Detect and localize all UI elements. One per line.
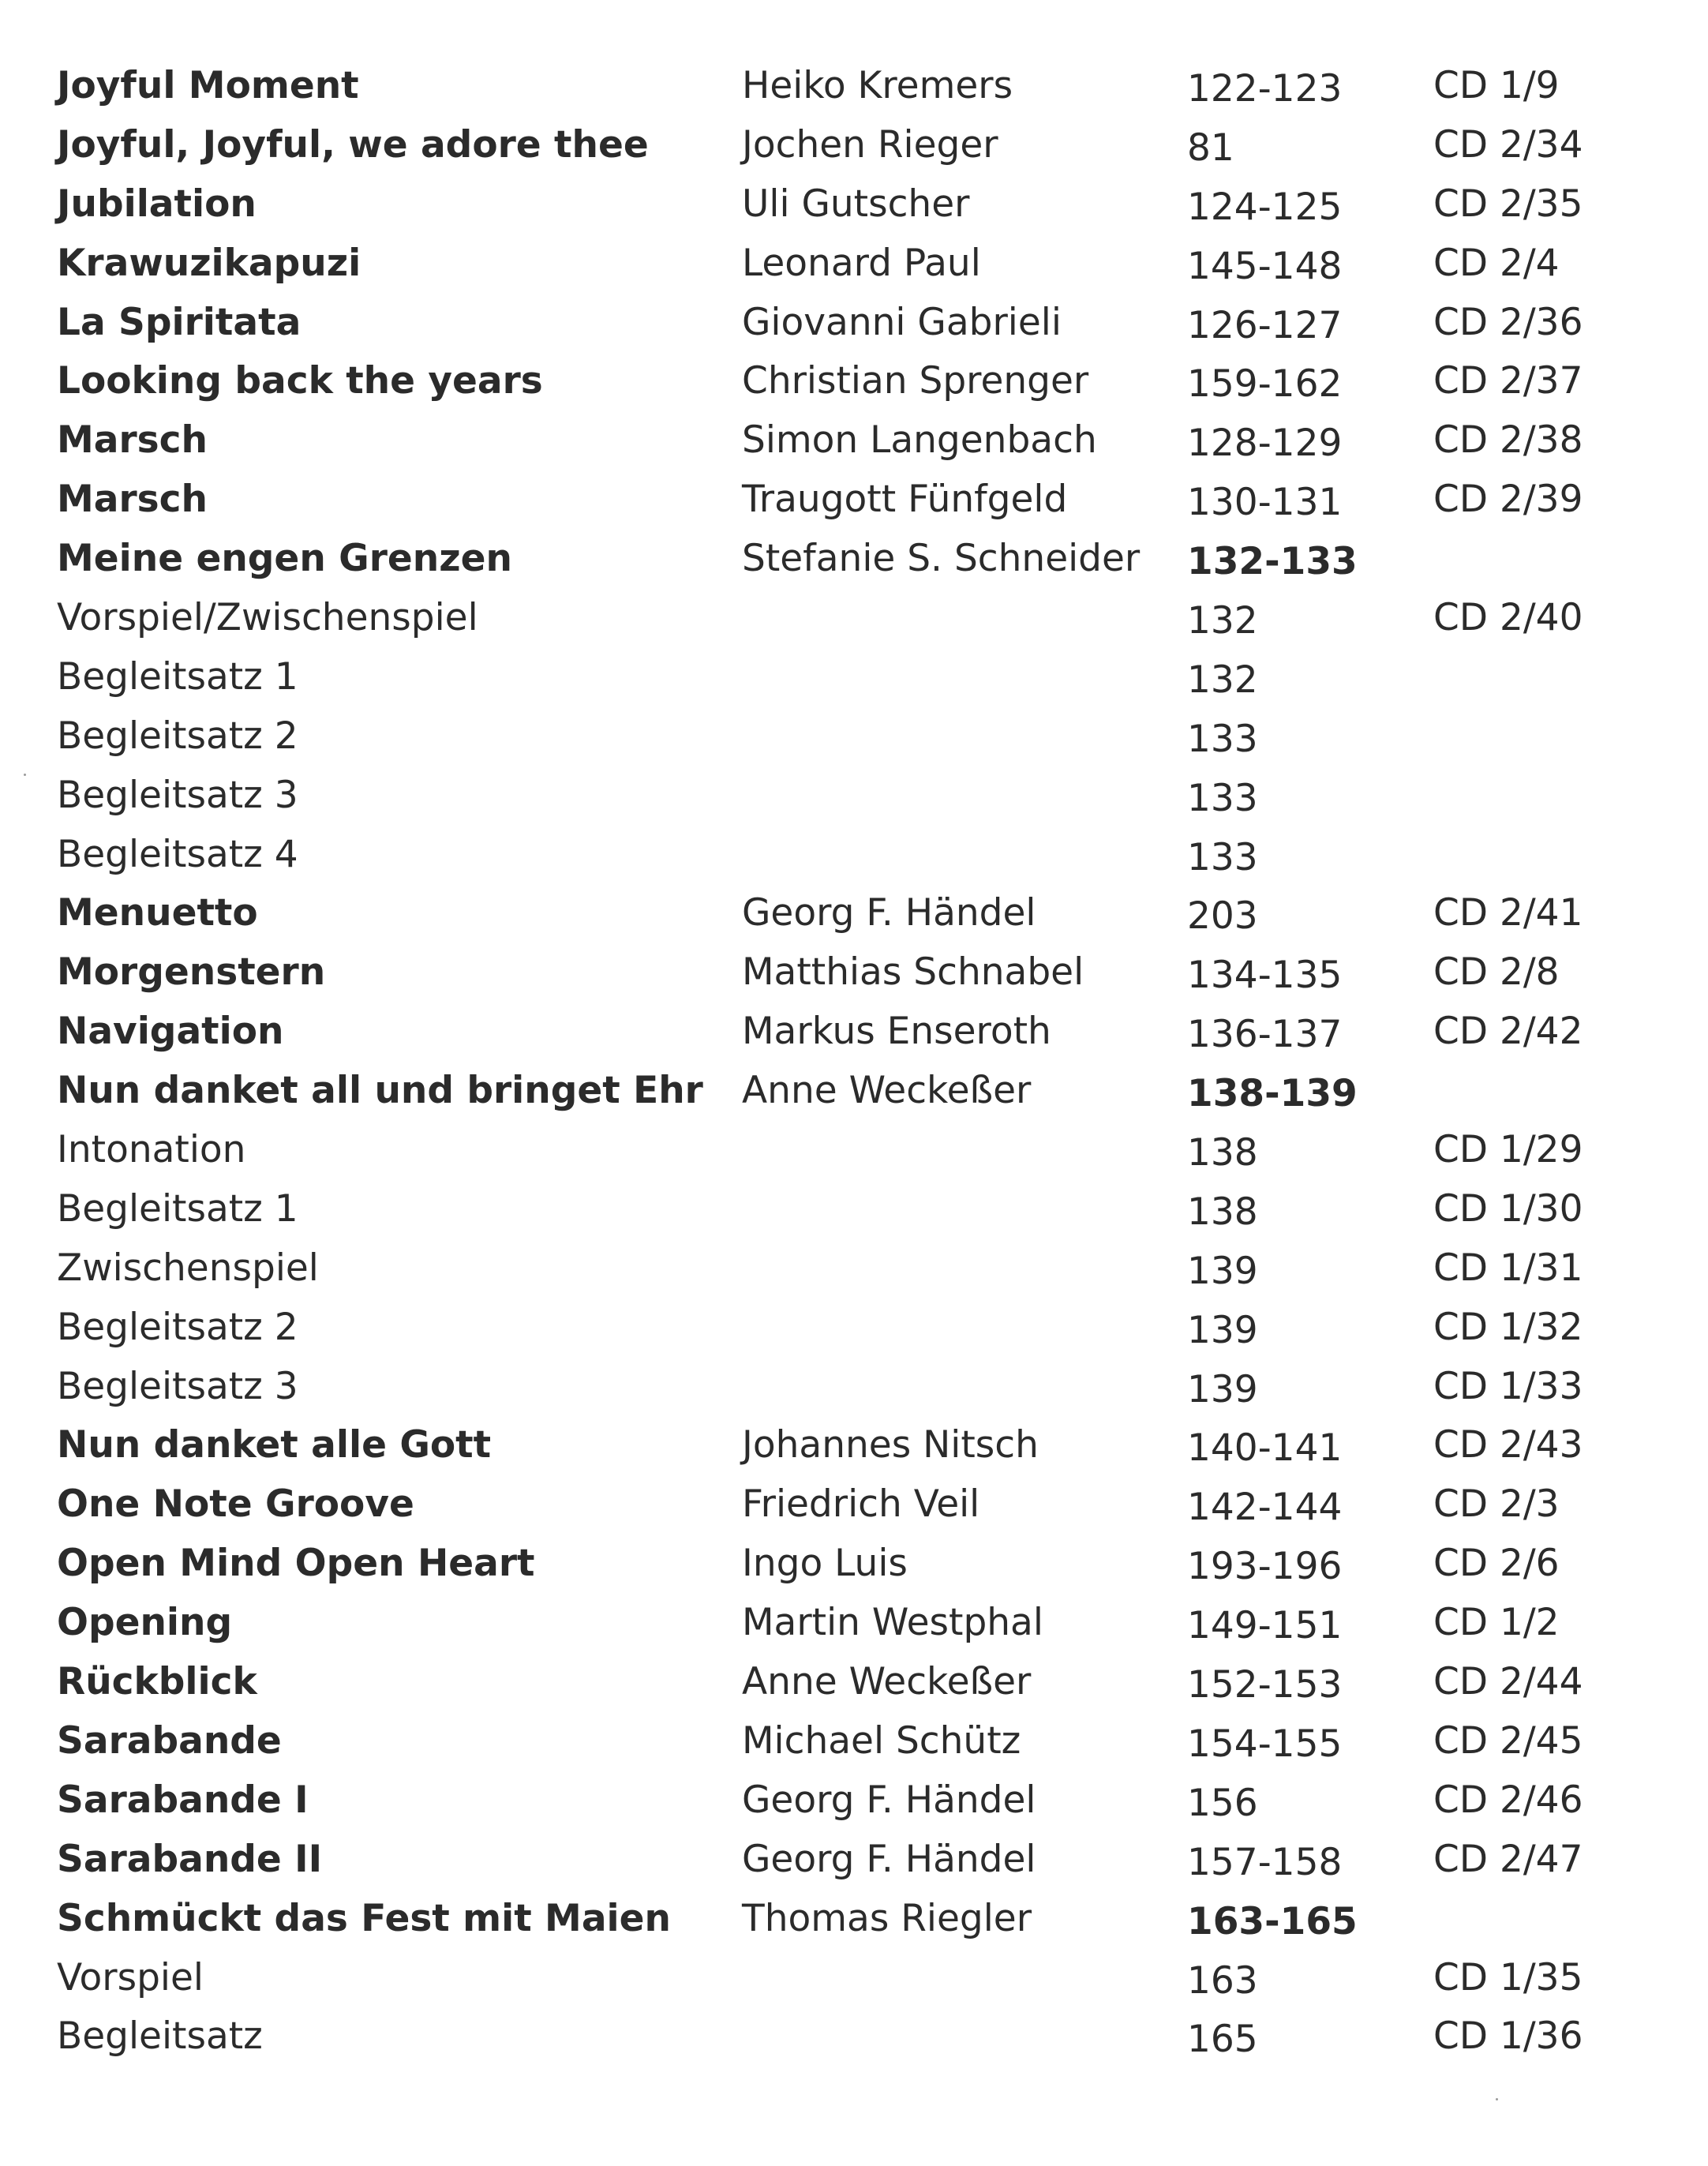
entry-cd-track: CD 1/9 [1433,64,1560,107]
entry-pages: 136-137 [1187,1013,1343,1057]
index-entry-row [57,234,1604,294]
index-subentry-row [57,766,1604,826]
entry-composer: Christian Sprenger [742,359,1089,403]
entry-title: Open Mind Open Heart [57,1542,535,1586]
entry-title: La Spiritata [57,300,302,344]
entry-pages: 133 [1187,776,1258,820]
entry-pages: 124-125 [1187,185,1343,229]
entry-title: Begleitsatz 3 [57,1364,298,1408]
entry-title: Menuetto [57,891,258,935]
entry-composer: Anne Weckeßer [742,1660,1032,1704]
index-subentry-row [57,1239,1604,1298]
entry-cd-track: CD 2/37 [1433,359,1583,403]
entry-pages: 132 [1187,658,1258,702]
index-entry-row [57,1535,1604,1594]
entry-title: Looking back the years [57,359,543,403]
entry-pages: 159-162 [1187,362,1343,407]
entry-pages: 142-144 [1187,1486,1343,1530]
index-subentry-row [57,1298,1604,1358]
index-entry-row [57,1416,1604,1475]
index-entry-row [57,352,1604,411]
entry-pages: 154-155 [1187,1722,1343,1766]
entry-composer: Michael Schütz [742,1718,1021,1763]
index-subentry-row [57,648,1604,707]
entry-title: Begleitsatz 1 [57,654,298,699]
entry-title: Sarabande [57,1718,282,1763]
entry-cd-track: CD 2/36 [1433,300,1583,344]
entry-title: Sarabande II [57,1837,323,1881]
entry-composer: Georg F. Händel [742,1778,1036,1822]
entry-title: Joyful Moment [57,64,359,107]
entry-composer: Friedrich Veil [742,1482,980,1527]
entry-title: Schmückt das Fest mit Maien [57,1896,671,1940]
entry-cd-track: CD 2/35 [1433,182,1583,226]
entry-title: Morgenstern [57,950,326,995]
entry-pages: 163 [1187,1958,1258,2003]
entry-cd-track: CD 1/31 [1433,1246,1583,1290]
index-subentry-row [57,707,1604,766]
index-entry-row [57,411,1604,470]
index-subentry-row [57,2007,1604,2067]
entry-composer: Leonard Paul [742,241,981,285]
entry-title: Opening [57,1601,233,1645]
index-table [57,57,1604,2067]
entry-pages: 163-165 [1187,1899,1358,1943]
entry-title: Joyful, Joyful, we adore thee [57,122,649,167]
entry-title: One Note Groove [57,1482,414,1527]
index-entry-row [57,116,1604,175]
entry-pages: 133 [1187,835,1258,879]
entry-pages: 81 [1187,126,1234,170]
entry-pages: 165 [1187,2018,1258,2062]
entry-title: Meine engen Grenzen [57,537,512,581]
entry-pages: 138-139 [1187,1072,1358,1116]
entry-pages: 193-196 [1187,1545,1343,1589]
entry-title: Nun danket all und bringet Ehr [57,1069,703,1113]
scan-speck [24,774,26,776]
entry-cd-track: CD 2/34 [1433,122,1583,167]
entry-title: Begleitsatz 2 [57,714,298,758]
entry-pages: 126-127 [1187,303,1343,347]
index-subentry-row [57,1949,1604,2008]
entry-cd-track: CD 2/46 [1433,1778,1583,1822]
index-entry-row [57,1594,1604,1653]
entry-cd-track: CD 2/44 [1433,1660,1583,1704]
index-entry-row [57,943,1604,1002]
entry-pages: 157-158 [1187,1840,1343,1884]
entry-pages: 140-141 [1187,1426,1343,1471]
index-subentry-row [57,826,1604,885]
entry-title: Begleitsatz 2 [57,1305,298,1349]
entry-cd-track: CD 1/32 [1433,1305,1583,1349]
entry-cd-track: CD 2/45 [1433,1718,1583,1763]
entry-pages: 130-131 [1187,481,1343,525]
index-entry-row [57,57,1604,116]
scan-speck [1496,2098,1498,2100]
entry-pages: 133 [1187,717,1258,761]
entry-title: Krawuzikapuzi [57,241,361,285]
entry-cd-track: CD 1/36 [1433,2014,1583,2059]
entry-cd-track: CD 2/4 [1433,241,1560,285]
index-entry-row [57,294,1604,353]
entry-title: Rückblick [57,1660,257,1704]
entry-title: Marsch [57,418,208,463]
index-entry-row [57,1771,1604,1831]
entry-title: Sarabande I [57,1778,309,1822]
entry-pages: 139 [1187,1367,1258,1411]
entry-pages: 132-133 [1187,540,1358,584]
entry-cd-track: CD 2/40 [1433,596,1583,640]
index-entry-row [57,175,1604,234]
entry-composer: Matthias Schnabel [742,950,1084,995]
entry-pages: 139 [1187,1308,1258,1352]
entry-composer: Jochen Rieger [742,122,998,167]
entry-pages: 139 [1187,1249,1258,1293]
entry-cd-track: CD 1/29 [1433,1128,1583,1172]
entry-cd-track: CD 2/43 [1433,1423,1583,1467]
entry-composer: Simon Langenbach [742,418,1097,463]
index-entry-row [57,1653,1604,1712]
index-subentry-row [57,589,1604,648]
entry-composer: Thomas Riegler [742,1896,1032,1940]
entry-pages: 138 [1187,1190,1258,1234]
entry-title: Intonation [57,1128,246,1172]
index-entry-row [57,1062,1604,1121]
entry-composer: Georg F. Händel [742,891,1036,935]
entry-pages: 156 [1187,1781,1258,1825]
entry-pages: 152-153 [1187,1663,1343,1707]
index-entry-row [57,1890,1604,1949]
entry-pages: 128-129 [1187,422,1343,466]
entry-title: Navigation [57,1010,284,1054]
entry-title: Begleitsatz 3 [57,773,298,817]
entry-composer: Johannes Nitsch [742,1423,1039,1467]
entry-cd-track: CD 2/6 [1433,1542,1560,1586]
index-entry-row [57,1831,1604,1890]
entry-title: Nun danket alle Gott [57,1423,492,1467]
entry-title: Begleitsatz 4 [57,832,298,876]
entry-cd-track: CD 1/35 [1433,1955,1583,1999]
entry-pages: 122-123 [1187,67,1343,111]
entry-cd-track: CD 2/39 [1433,478,1583,522]
index-subentry-row [57,1358,1604,1417]
entry-pages: 149-151 [1187,1604,1343,1648]
entry-title: Vorspiel [57,1955,204,1999]
entry-composer: Giovanni Gabrieli [742,300,1062,344]
entry-title: Zwischenspiel [57,1246,319,1290]
entry-cd-track: CD 2/41 [1433,891,1583,935]
entry-pages: 132 [1187,599,1258,643]
entry-composer: Markus Enseroth [742,1010,1051,1054]
entry-cd-track: CD 2/42 [1433,1010,1583,1054]
entry-composer: Georg F. Händel [742,1837,1036,1881]
entry-title: Jubilation [57,182,257,226]
index-entry-row [57,1002,1604,1062]
index-subentry-row [57,1121,1604,1180]
entry-cd-track: CD 1/33 [1433,1364,1583,1408]
entry-composer: Heiko Kremers [742,64,1013,107]
index-subentry-row [57,1180,1604,1239]
entry-pages: 138 [1187,1131,1258,1175]
entry-title: Vorspiel/Zwischenspiel [57,596,478,640]
entry-composer: Traugott Fünfgeld [742,478,1068,522]
entry-title: Begleitsatz [57,2014,263,2059]
entry-cd-track: CD 2/3 [1433,1482,1560,1527]
entry-composer: Stefanie S. Schneider [742,537,1141,581]
entry-composer: Ingo Luis [742,1542,908,1586]
index-entry-row [57,884,1604,943]
entry-composer: Martin Westphal [742,1601,1043,1645]
index-entry-row [57,470,1604,530]
entry-cd-track: CD 1/30 [1433,1186,1583,1231]
index-entry-row [57,530,1604,589]
entry-composer: Uli Gutscher [742,182,970,226]
entry-pages: 134-135 [1187,954,1343,998]
entry-cd-track: CD 1/2 [1433,1601,1560,1645]
index-entry-row [57,1712,1604,1771]
entry-title: Marsch [57,478,208,522]
entry-cd-track: CD 2/38 [1433,418,1583,463]
entry-pages: 203 [1187,894,1258,939]
entry-composer: Anne Weckeßer [742,1069,1032,1113]
entry-cd-track: CD 2/47 [1433,1837,1583,1881]
entry-cd-track: CD 2/8 [1433,950,1560,995]
index-entry-row [57,1475,1604,1535]
entry-title: Begleitsatz 1 [57,1186,298,1231]
entry-pages: 145-148 [1187,244,1343,288]
